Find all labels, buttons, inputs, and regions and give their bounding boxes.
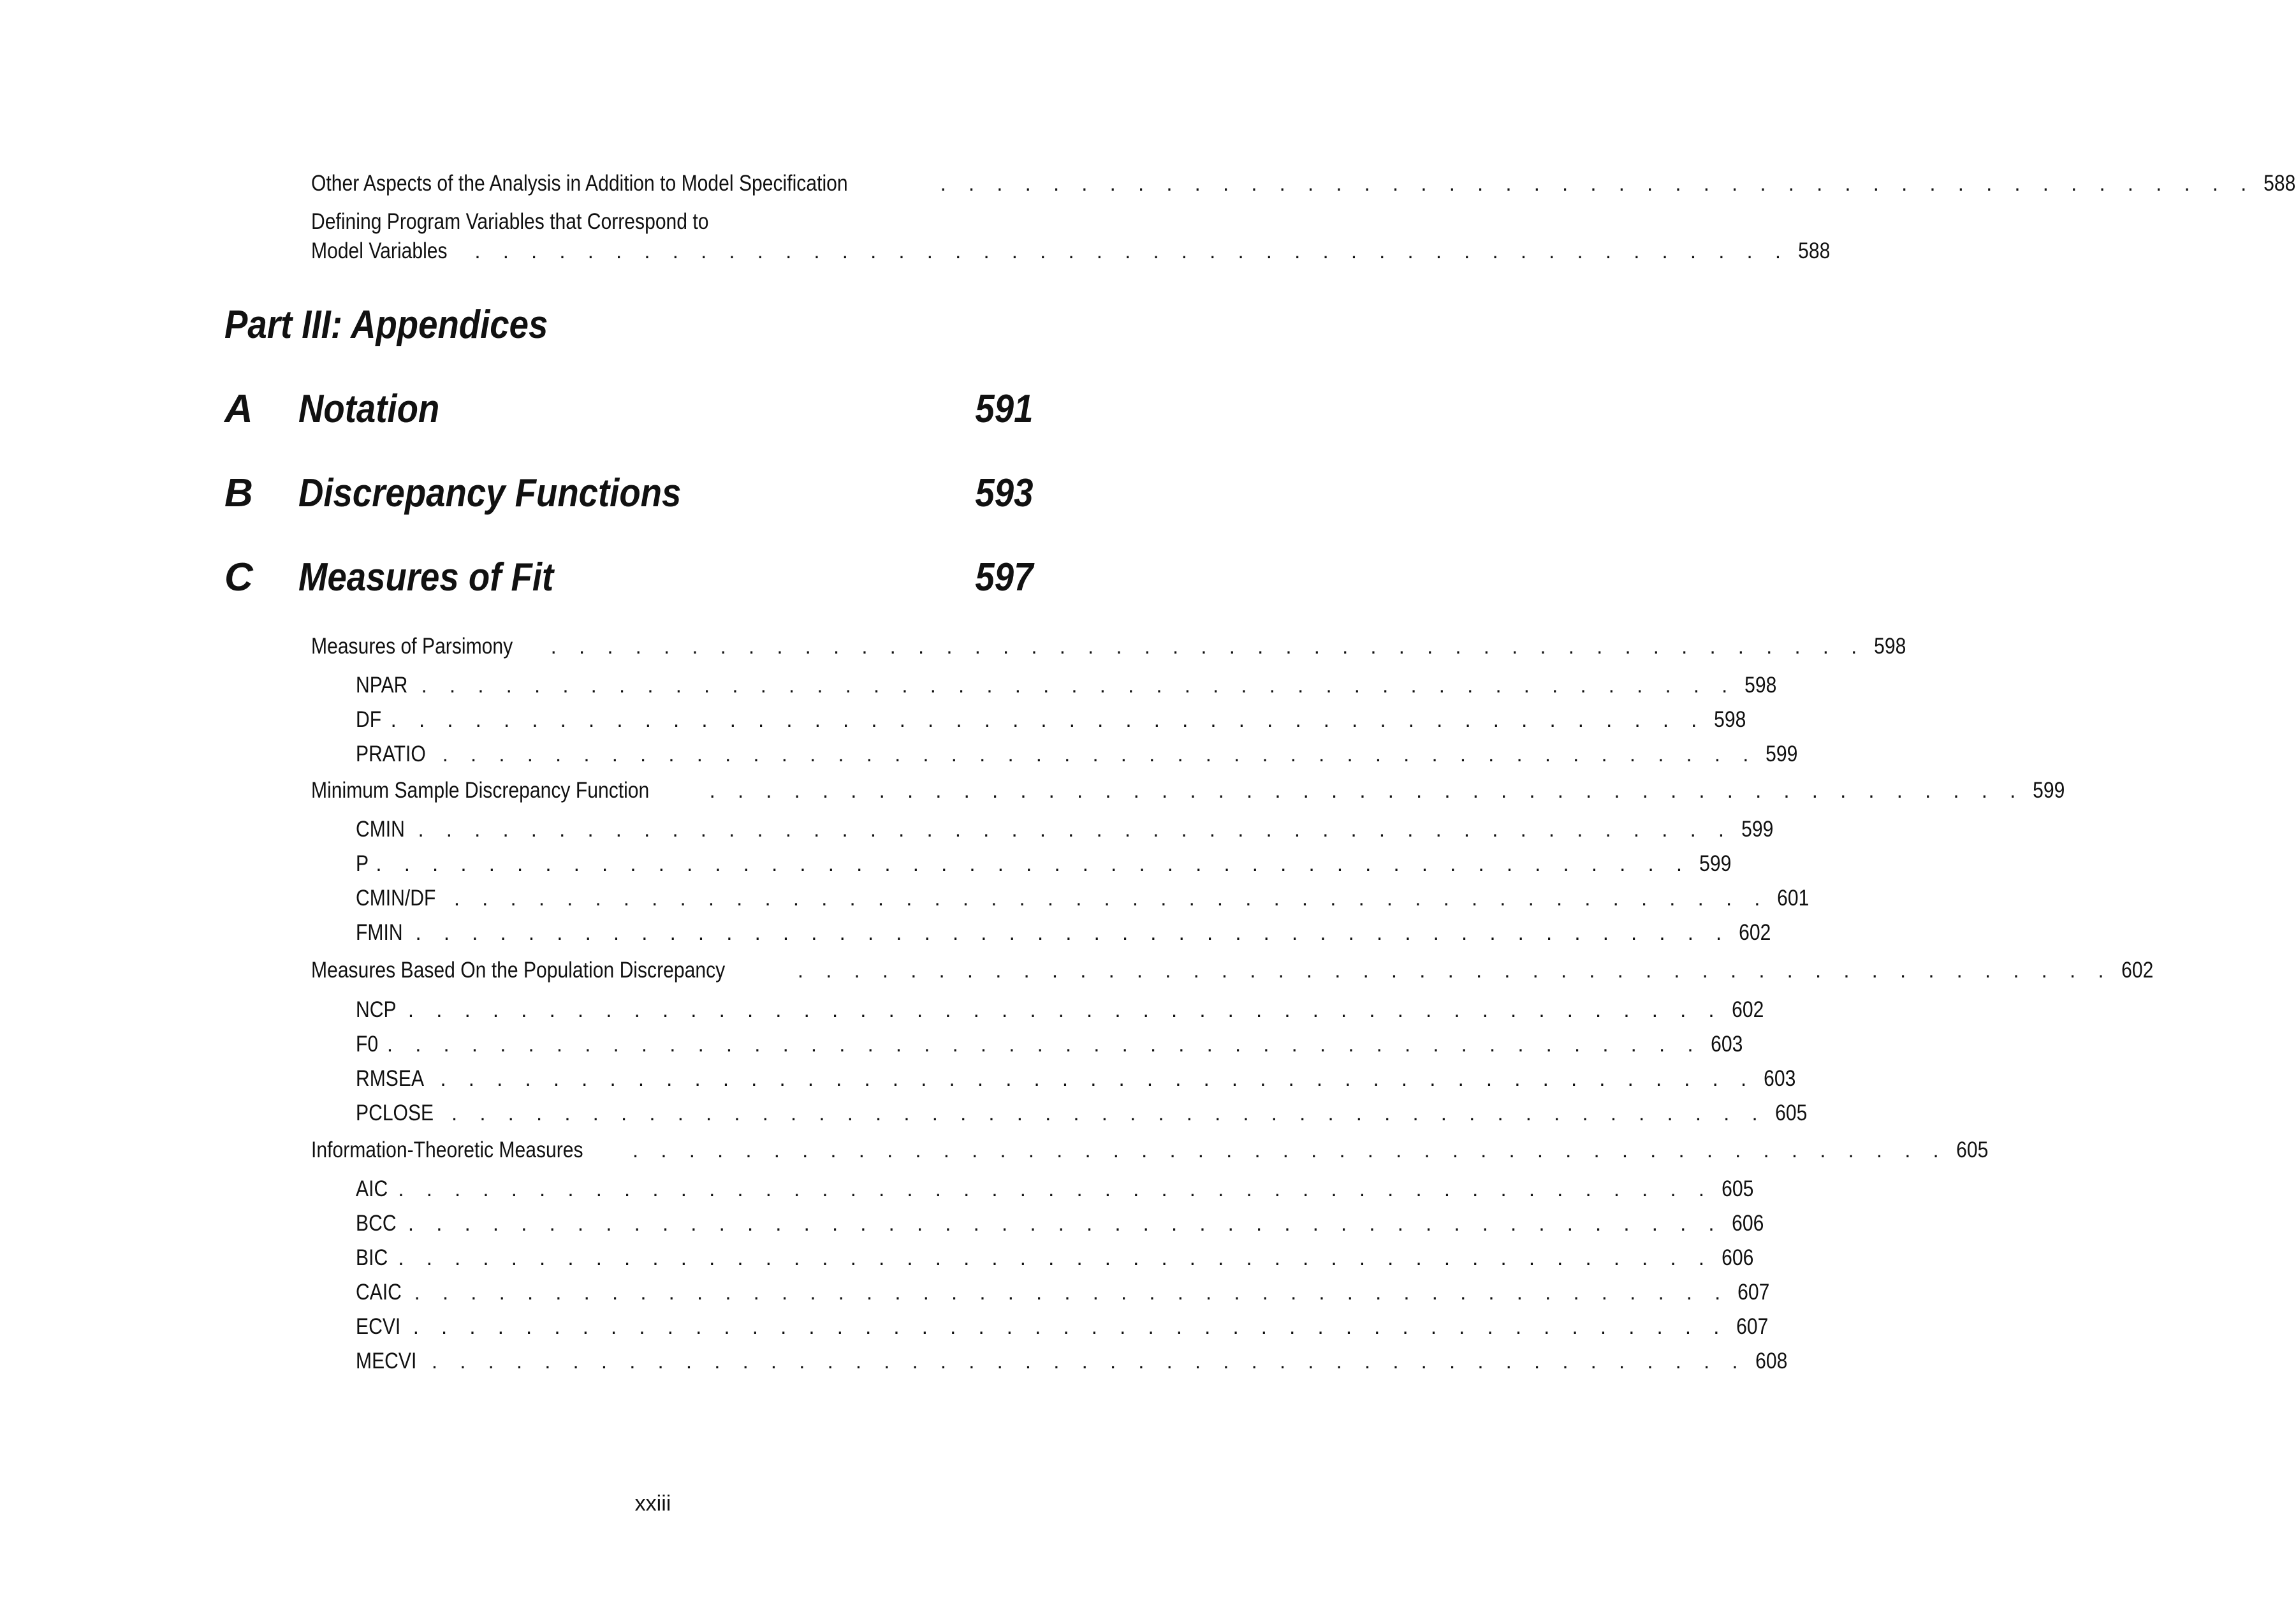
- toc-entry[interactable]: [311, 170, 2296, 198]
- toc-entry-page: 598: [1714, 707, 1746, 732]
- toc-entry-page: 605: [1722, 1176, 1754, 1201]
- toc-entry-page: 603: [1710, 1032, 1743, 1057]
- toc-entry-label: CMIN: [356, 817, 405, 842]
- dot-leader: . . . . . . . . . . . . . . . . . . . . . . . . . . . . . . . . . . . . . . . . . . . . . . .: [421, 673, 1736, 697]
- toc-entry[interactable]: [356, 816, 1774, 844]
- toc-entry[interactable]: [356, 996, 1764, 1024]
- toc-entry-page: 599: [1741, 817, 1774, 842]
- chapter-heading[interactable]: [224, 468, 1033, 519]
- toc-entry-label: BCC: [356, 1211, 397, 1236]
- dot-leader: . . . . . . . . . . . . . . . . . . . . . . . . . . . . . . . . . . . . . . . . . . . . . . .: [940, 172, 2255, 195]
- dot-leader: . . . . . . . . . . . . . . . . . . . . . . . . . . . . . . . . . . . . . . . . . . . . . . .: [442, 742, 1757, 766]
- chapter-title: Notation: [298, 387, 440, 431]
- toc-entry-label: Measures Based On the Population Discrepancy: [311, 958, 726, 983]
- dot-leader: . . . . . . . . . . . . . . . . . . . . . . . . . . . . . . . . . . . . . . . . . . . . . . .: [398, 1246, 1713, 1270]
- toc-entry[interactable]: [356, 1099, 1808, 1127]
- toc-entry-label: AIC: [356, 1176, 388, 1201]
- toc-entry[interactable]: [356, 1278, 1770, 1307]
- toc-entry-label: Other Aspects of the Analysis in Addition to Model Specification: [311, 171, 848, 196]
- chapter-title: Discrepancy Functions: [298, 471, 682, 515]
- toc-entry-label: F0: [356, 1032, 379, 1057]
- toc-entry[interactable]: [311, 956, 2153, 984]
- toc-entry-page: 607: [1737, 1280, 1770, 1305]
- toc-entry-page: 605: [1774, 1101, 1808, 1125]
- dot-leader: . . . . . . . . . . . . . . . . . . . . . . . . . . . . . . . . . . . . . . . . . . . . . . .: [453, 886, 1769, 910]
- toc-entry-label: Model Variables: [311, 238, 448, 263]
- dot-leader: . . . . . . . . . . . . . . . . . . . . . . . . . . . . . . . . . . . . . . . . . . . . . . .: [413, 1315, 1728, 1338]
- toc-entry[interactable]: [311, 237, 1831, 265]
- toc-entry-label: NPAR: [356, 673, 408, 698]
- toc-entry-label: CAIC: [356, 1280, 402, 1305]
- page-number: xxiii: [634, 1491, 671, 1516]
- toc-entry[interactable]: [356, 1065, 1796, 1093]
- toc-entry[interactable]: [356, 884, 1810, 912]
- toc-entry-label: DF: [356, 707, 382, 732]
- toc-entry[interactable]: [311, 1136, 1989, 1164]
- toc-entry-page: 598: [1874, 634, 1906, 659]
- toc-entry[interactable]: [356, 919, 1771, 947]
- toc-entry-page: 605: [1956, 1138, 1989, 1162]
- toc-entry-page: 588: [1798, 238, 1831, 263]
- dot-leader: . . . . . . . . . . . . . . . . . . . . . . . . . . . . . . . . . . . . . . . . . . . . . . .: [431, 1349, 1746, 1373]
- chapter-letter: B: [224, 471, 253, 515]
- chapter-heading[interactable]: [224, 384, 1033, 435]
- dot-leader: . . . . . . . . . . . . . . . . . . . . . . . . . . . . . . . . . . . . . . . . . . . . . . .: [474, 239, 1790, 263]
- toc-entry-page: 606: [1722, 1245, 1754, 1270]
- toc-entry[interactable]: [356, 1244, 1754, 1272]
- part-title: Part III: Appendices: [224, 303, 548, 347]
- chapter-page: 591: [974, 387, 1033, 431]
- toc-entry-label: Information-Theoretic Measures: [311, 1138, 583, 1162]
- toc-entry[interactable]: [356, 671, 1777, 699]
- toc-entry-page: 608: [1755, 1349, 1787, 1373]
- toc-entry-page: 599: [1766, 742, 1798, 766]
- toc-entry-label: RMSEA: [356, 1066, 425, 1091]
- toc-entry-label: CMIN/DF: [356, 886, 436, 911]
- chapter-heading[interactable]: [224, 552, 1033, 603]
- toc-entry-label: FMIN: [356, 920, 403, 945]
- toc-entry-page: 588: [2263, 171, 2296, 196]
- dot-leader: . . . . . . . . . . . . . . . . . . . . . . . . . . . . . . . . . . . . . . . . . . . . . . .: [709, 779, 2024, 802]
- toc-entry-page: 602: [2121, 958, 2153, 983]
- toc-entry[interactable]: [356, 740, 1798, 768]
- toc-entry-page: 603: [1764, 1066, 1796, 1091]
- dot-leader: . . . . . . . . . . . . . . . . . . . . . . . . . . . . . . . . . . . . . . . . . . . . . . .: [797, 958, 2112, 982]
- dot-leader: . . . . . . . . . . . . . . . . . . . . . . . . . . . . . . . . . . . . . . . . . . . . . . .: [376, 852, 1691, 875]
- toc-entry-label-line1: Defining Program Variables that Correspond to: [311, 209, 709, 234]
- toc-entry[interactable]: [356, 1030, 1743, 1058]
- toc-entry-label: ECVI: [356, 1314, 401, 1339]
- toc-entry-page: 606: [1731, 1211, 1764, 1236]
- toc-entry[interactable]: [311, 633, 1906, 661]
- toc-entry-page: 599: [1699, 851, 1732, 876]
- dot-leader: . . . . . . . . . . . . . . . . . . . . . . . . . . . . . . . . . . . . . . . . . . . . . . .: [418, 817, 1733, 841]
- dot-leader: . . . . . . . . . . . . . . . . . . . . . . . . . . . . . . . . . . . . . . . . . . . . . . .: [451, 1101, 1766, 1125]
- chapter-title: Measures of Fit: [298, 555, 554, 599]
- toc-entry-page: 607: [1736, 1314, 1769, 1339]
- dot-leader: . . . . . . . . . . . . . . . . . . . . . . . . . . . . . . . . . . . . . . . . . . . . . . .: [632, 1138, 1947, 1162]
- dot-leader: . . . . . . . . . . . . . . . . . . . . . . . . . . . . . . . . . . . . . . . . . . . . . . .: [415, 921, 1730, 944]
- toc-entry-page: 598: [1744, 673, 1777, 698]
- toc-entry-page: 601: [1777, 886, 1810, 911]
- toc-entry-page: 602: [1739, 920, 1771, 945]
- toc-entry-label: PCLOSE: [356, 1101, 434, 1125]
- toc-entry-label: NCP: [356, 997, 397, 1022]
- dot-leader: . . . . . . . . . . . . . . . . . . . . . . . . . . . . . . . . . . . . . . . . . . . . . . .: [407, 998, 1723, 1021]
- toc-entry-label: Minimum Sample Discrepancy Function: [311, 778, 650, 803]
- toc-entry-label: P: [356, 851, 369, 876]
- dot-leader: . . . . . . . . . . . . . . . . . . . . . . . . . . . . . . . . . . . . . . . . . . . . . . .: [440, 1067, 1755, 1090]
- chapter-page: 593: [974, 471, 1033, 515]
- dot-leader: . . . . . . . . . . . . . . . . . . . . . . . . . . . . . . . . . . . . . . . . . . . . . . .: [386, 1032, 1702, 1056]
- toc-entry-page: 602: [1731, 997, 1764, 1022]
- toc-entry[interactable]: [356, 1313, 1769, 1341]
- toc-entry-label: MECVI: [356, 1349, 417, 1373]
- chapter-page: 597: [974, 555, 1033, 599]
- dot-leader: . . . . . . . . . . . . . . . . . . . . . . . . . . . . . . . . . . . . . . . . . . . . . . .: [398, 1177, 1713, 1201]
- toc-entry[interactable]: [356, 1175, 1754, 1203]
- dot-leader: . . . . . . . . . . . . . . . . . . . . . . . . . . . . . . . . . . . . . . . . . . . . . . .: [550, 634, 1866, 658]
- toc-entry[interactable]: [311, 777, 2065, 805]
- toc-entry-page: 599: [2033, 778, 2065, 803]
- dot-leader: . . . . . . . . . . . . . . . . . . . . . . . . . . . . . . . . . . . . . . . . . . . . . . .: [414, 1280, 1729, 1304]
- toc-entry[interactable]: [356, 1347, 1787, 1375]
- dot-leader: . . . . . . . . . . . . . . . . . . . . . . . . . . . . . . . . . . . . . . . . . . . . . . .: [390, 708, 1706, 731]
- chapter-letter: A: [224, 387, 253, 431]
- toc-entry[interactable]: [356, 1210, 1764, 1238]
- dot-leader: . . . . . . . . . . . . . . . . . . . . . . . . . . . . . . . . . . . . . . . . . . . . . . .: [407, 1211, 1723, 1235]
- toc-entry[interactable]: [356, 706, 1746, 734]
- toc-entry-label: Measures of Parsimony: [311, 634, 513, 659]
- toc-entry-label: BIC: [356, 1245, 388, 1270]
- toc-entry[interactable]: [356, 850, 1732, 878]
- toc-entry-label: PRATIO: [356, 742, 426, 766]
- chapter-letter: C: [224, 555, 253, 599]
